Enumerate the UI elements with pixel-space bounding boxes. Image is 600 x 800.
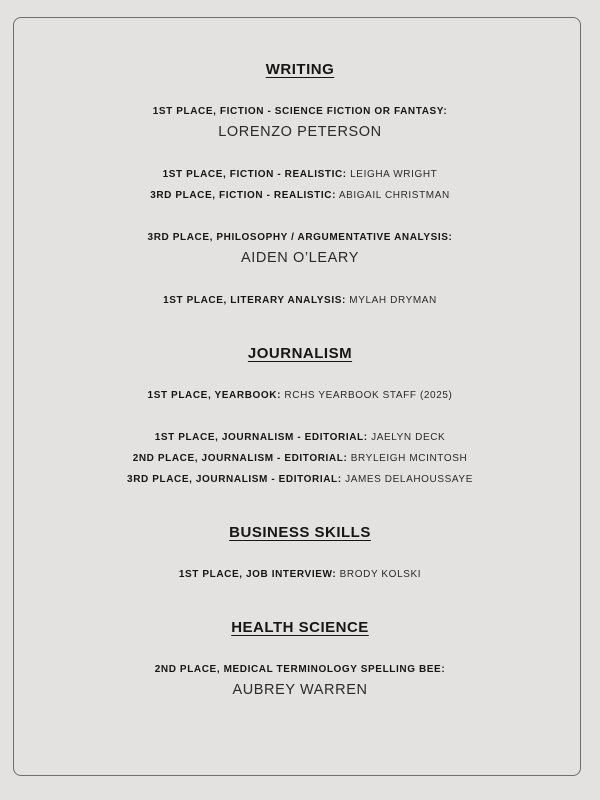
- award-label: 1ST PLACE, LITERARY ANALYSIS:: [163, 295, 346, 306]
- award-recipient: BRODY KOLSKI: [339, 569, 422, 580]
- award-label: 2ND PLACE, MEDICAL TERMINOLOGY SPELLING BEE:: [154, 664, 446, 675]
- award-entry: [0, 427, 600, 448]
- section-heading: HEALTH SCIENCE: [231, 619, 369, 636]
- award-recipient: AUBREY WARREN: [232, 682, 368, 698]
- section-health-science: [0, 617, 600, 701]
- section-journalism: [0, 343, 600, 490]
- award-label: 1ST PLACE, JOURNALISM - EDITORIAL:: [154, 432, 368, 443]
- award-entry: [0, 290, 600, 311]
- award-entry: [0, 164, 600, 185]
- section-business-skills: [0, 522, 600, 585]
- section-heading: WRITING: [265, 61, 335, 78]
- award-entry: [0, 659, 600, 680]
- award-label: 2ND PLACE, JOURNALISM - EDITORIAL:: [132, 453, 348, 464]
- award-label: 3RD PLACE, PHILOSOPHY / ARGUMENTATIVE ANALYSIS:: [147, 232, 453, 243]
- award-label: 1ST PLACE, JOB INTERVIEW:: [178, 569, 337, 580]
- award-entry: [0, 385, 600, 406]
- award-entry: [0, 101, 600, 122]
- award-label: 3RD PLACE, JOURNALISM - EDITORIAL:: [127, 474, 342, 485]
- award-recipient: LORENZO PETERSON: [218, 124, 382, 140]
- award-entry: [0, 564, 600, 585]
- award-entry: [0, 185, 600, 206]
- award-recipient: BRYLEIGH MCINTOSH: [350, 453, 468, 464]
- award-label: 1ST PLACE, YEARBOOK:: [147, 390, 282, 401]
- award-recipient: LEIGHA WRIGHT: [350, 169, 438, 180]
- section-heading: BUSINESS SKILLS: [229, 524, 371, 541]
- award-entry: [0, 227, 600, 248]
- award-recipient: JAMES DELAHOUSSAYE: [345, 474, 473, 485]
- award-recipient: RCHS YEARBOOK STAFF (2025): [284, 390, 453, 401]
- award-recipient: JAELYN DECK: [371, 432, 446, 443]
- section-writing: [0, 59, 600, 311]
- award-entry: [0, 469, 600, 490]
- award-label: 1ST PLACE, FICTION - SCIENCE FICTION OR FANTASY:: [152, 106, 448, 117]
- award-recipient: MYLAH DRYMAN: [349, 295, 437, 306]
- awards-list: [0, 59, 600, 701]
- award-label: 3RD PLACE, FICTION - REALISTIC:: [150, 190, 337, 201]
- award-entry: [0, 448, 600, 469]
- award-label: 1ST PLACE, FICTION - REALISTIC:: [162, 169, 347, 180]
- award-recipient: AIDEN O’LEARY: [241, 250, 359, 266]
- award-recipient: ABIGAIL CHRISTMAN: [338, 190, 450, 201]
- section-heading: JOURNALISM: [247, 345, 353, 362]
